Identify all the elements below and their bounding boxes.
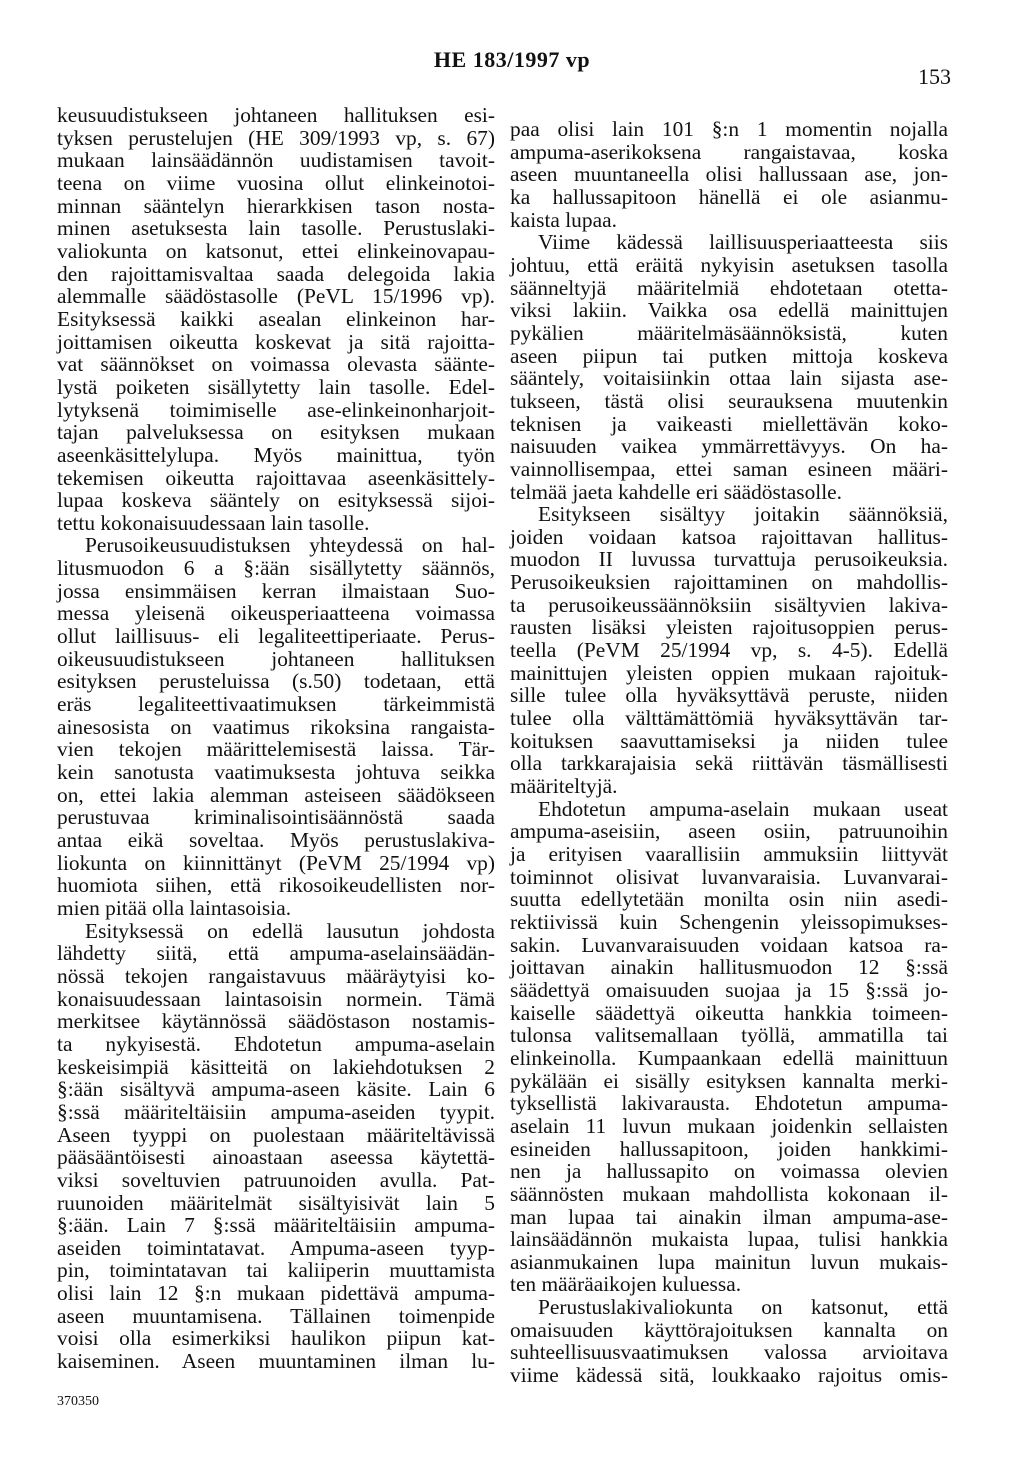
text-line: mukaan lainsäädännön uudistamisen tavoit- xyxy=(57,148,495,173)
text-line: den rajoittamisvaltaa saada delegoida lakia xyxy=(57,261,495,286)
text-line: viksi soveltuvien patruunoiden avulla. Pat- xyxy=(57,1167,495,1192)
text-line: keskeisimpiä käsitteitä on lakiehdotuksen 2 xyxy=(57,1054,495,1079)
text-line: eräs legaliteettivaatimuksen tärkeimmistä xyxy=(57,692,495,717)
text-line: on, ettei lakia alemman asteiseen säädökseen xyxy=(57,782,495,807)
text-line: liokunta on kiinnittänyt (PeVM 25/1994 vp) xyxy=(57,850,495,875)
text-line: Esityksessä kaikki asealan elinkeinon har- xyxy=(57,306,495,331)
text-line: teella (PeVM 25/1994 vp, s. 4-5). Edellä xyxy=(510,638,948,663)
text-line: tajan palveluksessa on esityksen mukaan xyxy=(57,420,495,445)
text-line: nen ja hallussapito on voimassa olevien xyxy=(510,1159,948,1184)
text-line: lähdetty siitä, että ampuma-aselainsäädän- xyxy=(57,941,495,966)
text-line: kein sanotusta vaatimuksesta johtuva seikka xyxy=(57,760,495,785)
text-line: ainesosista on vaatimus rikoksina rangaista- xyxy=(57,714,495,739)
text-line: sille tulee olla hyväksyttävä peruste, niiden xyxy=(510,683,948,708)
text-line: §:ään. Lain 7 §:ssä määriteltäisiin ampuma- xyxy=(57,1213,495,1238)
text-line: ampuma-aserikoksena rangaistavaa, koska xyxy=(510,139,948,164)
text-line: olisi lain 12 §:n mukaan pidettävä ampuma- xyxy=(57,1281,495,1306)
text-line: ta perusoikeussäännöksiin sisältyvien lakiva- xyxy=(510,592,948,617)
text-line: pin, toimintatavan tai kaliiperin muuttamista xyxy=(57,1258,495,1283)
text-line: joittavan ainakin hallitusmuodon 12 §:ssä xyxy=(510,955,948,980)
text-line: Perusoikeusuudistuksen yhteydessä on hal- xyxy=(85,533,495,558)
text-line: ollut laillisuus- eli legaliteettiperiaate. Perus- xyxy=(57,624,495,649)
text-line: olla tarkkarajaisia sekä riittävän täsmällisesti xyxy=(510,751,948,776)
text-line: tyksellistä lakivarausta. Ehdotetun ampuma- xyxy=(510,1091,948,1116)
text-line: tettu kokonaisuudessaan lain tasolle. xyxy=(57,510,370,535)
text-line: sakin. Luvanvaraisuuden voidaan katsoa ra- xyxy=(510,932,948,957)
text-line: pykälien määritelmäsäännöksistä, kuten xyxy=(510,320,948,345)
text-line: lystä poiketen sisällytetty lain tasolle. Edel- xyxy=(57,374,495,399)
text-line: ja erityisen vaarallisiin ammuksiin liittyvät xyxy=(510,842,948,866)
text-line: Ehdotetun ampuma-aselain mukaan useat xyxy=(538,796,948,821)
text-line: säänneltyjä määritelmiä ehdotetaan otetta- xyxy=(510,275,948,300)
text-line: paa olisi lain 101 §:n 1 momentin nojalla xyxy=(510,117,948,141)
text-line: mien pitää olla laintasoisia. xyxy=(57,895,292,920)
text-line: alemmalle säädöstasolle (PeVL 15/1996 vp). xyxy=(57,284,495,309)
text-line: §:ssä määriteltäisiin ampuma-aseiden tyypit. xyxy=(57,1099,495,1124)
text-line: tulee olla välttämättömiä hyväksyttävän tar- xyxy=(510,706,948,731)
text-line: viime kädessä sitä, loukkaako rajoitus omis- xyxy=(510,1363,948,1388)
text-line: Viime kädessä laillisuusperiaatteesta siis xyxy=(538,230,948,255)
text-line: naisuuden vaikea ymmärrettävyys. On ha- xyxy=(510,434,948,459)
text-line: huomiota siihen, että rikosoikeudellisten nor- xyxy=(57,873,495,898)
text-line: telmää jaeta kahdelle eri säädöstasolle. xyxy=(510,479,842,504)
left-text-column xyxy=(57,104,495,1373)
text-line: pykälään ei sisälly esityksen kannalta merki- xyxy=(510,1068,948,1093)
text-line: rausten lisäksi yleisten rajoitusoppien perus- xyxy=(510,615,948,640)
text-line: Perusoikeuksien rajoittaminen on mahdollis- xyxy=(510,570,948,595)
text-line: elinkeinolla. Kumpaankaan edellä mainittuun xyxy=(510,1045,948,1070)
text-line: esineiden hallussapitoon, joiden hankkimi- xyxy=(510,1136,948,1161)
text-line: Perustuslakivaliokunta on katsonut, että xyxy=(538,1295,948,1320)
text-line: lytyksenä toimimiselle ase-elinkeinonharjoit- xyxy=(57,397,495,422)
footer-code: 370350 xyxy=(57,1394,99,1409)
text-line: joittamisen oikeutta koskevat ja sitä rajoitta- xyxy=(57,329,495,354)
text-line: konaisuudessaan laintasoisin normein. Tämä xyxy=(57,986,495,1011)
text-line: §:ään sisältyvä ampuma-aseen käsite. Lain 6 xyxy=(57,1077,495,1102)
text-line: lainsäädännön mukaista lupaa, tulisi hankkia xyxy=(510,1227,948,1252)
text-line: Esityksessä on edellä lausutun johdosta xyxy=(85,918,495,943)
text-line: säännösten mukaan mahdollista kokonaan il- xyxy=(510,1181,948,1206)
text-line: koituksen saavuttamiseksi ja niiden tulee xyxy=(510,728,948,753)
text-line: vainnollisempaa, ettei saman esineen määri- xyxy=(510,456,948,481)
text-line: litusmuodon 6 a §:ään sisällytetty säännös, xyxy=(57,556,495,581)
text-line: Aseen tyyppi on puolestaan määriteltävissä xyxy=(57,1122,495,1147)
text-line: jossa ensimmäisen kerran ilmaistaan Suo- xyxy=(57,578,495,603)
text-line: tekemisen oikeutta rajoittavaa aseenkäsittely- xyxy=(57,465,495,490)
text-line: antaa eikä soveltaa. Myös perustuslakiva- xyxy=(57,828,495,852)
running-header: HE 183/1997 vp xyxy=(433,47,591,72)
text-line: tulonsa valitsemallaan työllä, ammatilla tai xyxy=(510,1023,948,1048)
text-line: tukseen, tästä olisi seurauksena muutenkin xyxy=(510,388,948,413)
text-line: aseen piipun tai putken mittoja koskeva xyxy=(510,343,948,368)
text-line: aseen muuntamisena. Tällainen toimenpide xyxy=(57,1303,495,1328)
text-line: oikeusuudistukseen johtaneen hallituksen xyxy=(57,646,495,671)
text-line: sääntely, voitaisiinkin ottaa lain sijasta ase- xyxy=(510,366,948,391)
text-line: pääsääntöisesti ainoastaan aseessa käytettä- xyxy=(57,1145,495,1170)
text-line: ten määräaikojen kuluessa. xyxy=(510,1272,742,1297)
text-line: vien tekojen määrittelemisestä laissa. Tär- xyxy=(57,737,495,762)
text-line: ta nykyisestä. Ehdotetun ampuma-aselain xyxy=(57,1031,495,1056)
text-line: kaiselle säädettyä oikeutta hankkia toimeen- xyxy=(510,1000,948,1025)
text-line: esityksen perusteluissa (s.50) todetaan, että xyxy=(57,669,495,694)
text-line: Esitykseen sisältyy joitakin säännöksiä, xyxy=(538,502,948,527)
text-line: omaisuuden käyttörajoituksen kannalta on xyxy=(510,1317,948,1342)
text-line: suutta edellytetään monilta osin niin asedi- xyxy=(510,887,948,912)
text-line: teknisen ja vaikeasti miellettävän koko- xyxy=(510,411,948,436)
text-line: määriteltyjä. xyxy=(510,774,618,799)
text-line: perustuvaa kriminalisointisäännöstä saada xyxy=(57,805,495,830)
text-line: tyksen perustelujen (HE 309/1993 vp, s. 67) xyxy=(57,125,495,150)
text-line: kaista lupaa. xyxy=(510,207,617,232)
text-line: muodon II luvussa turvattuja perusoikeuksia. xyxy=(510,547,948,572)
text-line: valiokunta on katsonut, ettei elinkeinovapau- xyxy=(57,238,495,263)
text-line: joiden voidaan katsoa rajoittavan hallitus- xyxy=(510,524,948,549)
text-line: aselain 11 luvun mukaan joidenkin sellaisten xyxy=(510,1113,948,1138)
text-line: asianmukainen lupa mainitun luvun mukais- xyxy=(510,1249,948,1274)
text-line: ka hallussapitoon hänellä ei ole asianmu- xyxy=(510,184,948,209)
text-line: ruunoiden määritelmät sisältyisivät lain 5 xyxy=(57,1190,495,1215)
text-line: aseenkäsittelylupa. Myös mainittua, työn xyxy=(57,442,495,467)
text-line: suhteellisuusvaatimuksen valossa arvioitava xyxy=(510,1340,948,1365)
text-line: nössä tekojen rangaistavuus määräytyisi ko- xyxy=(57,963,495,988)
text-line: teena on viime vuosina ollut elinkeinotoi- xyxy=(57,170,495,195)
text-line: messa yleisenä oikeusperiaatteena voimassa xyxy=(57,601,495,626)
text-line: säädettyä omaisuuden suojaa ja 15 §:ssä jo- xyxy=(510,977,948,1002)
right-text-column xyxy=(510,118,948,1387)
text-line: merkitsee käytännössä säädöstason nostamis- xyxy=(57,1009,495,1034)
text-line: viksi lakiin. Vaikka osa edellä mainittujen xyxy=(510,298,948,323)
text-line: vat säännökset on voimassa olevasta säänte- xyxy=(57,352,495,377)
text-line: ampuma-aseisiin, aseen osiin, patruunoihin xyxy=(510,819,948,844)
text-line: johtuu, että eräitä nykyisin asetuksen tasolla xyxy=(510,252,948,277)
text-line: voisi olla esimerkiksi haulikon piipun kat- xyxy=(57,1326,495,1351)
text-line: minnan sääntelyn hierarkkisen tason nosta- xyxy=(57,193,495,218)
text-line: minen asetuksesta lain tasolle. Perustuslaki- xyxy=(57,216,495,241)
text-line: kaiseminen. Aseen muuntaminen ilman lu- xyxy=(57,1349,495,1374)
text-line: toiminnot olisivat luvanvaraisia. Luvanvarai- xyxy=(510,864,948,889)
page-number: 153 xyxy=(918,64,951,89)
text-line: keusuudistukseen johtaneen hallituksen esi- xyxy=(57,103,495,127)
text-line: aseiden toimintatavat. Ampuma-aseen tyyp- xyxy=(57,1235,495,1260)
text-line: rektiivissä kuin Schengenin yleissopimukses- xyxy=(510,909,948,934)
text-line: aseen muuntaneella olisi hallussaan ase, jon- xyxy=(510,162,948,187)
text-line: lupaa koskeva sääntely on esityksessä sijoi- xyxy=(57,488,495,513)
text-line: mainittujen yleisten oppien mukaan rajoituk- xyxy=(510,660,948,685)
text-line: man lupaa tai ainakin ilman ampuma-ase- xyxy=(510,1204,948,1229)
